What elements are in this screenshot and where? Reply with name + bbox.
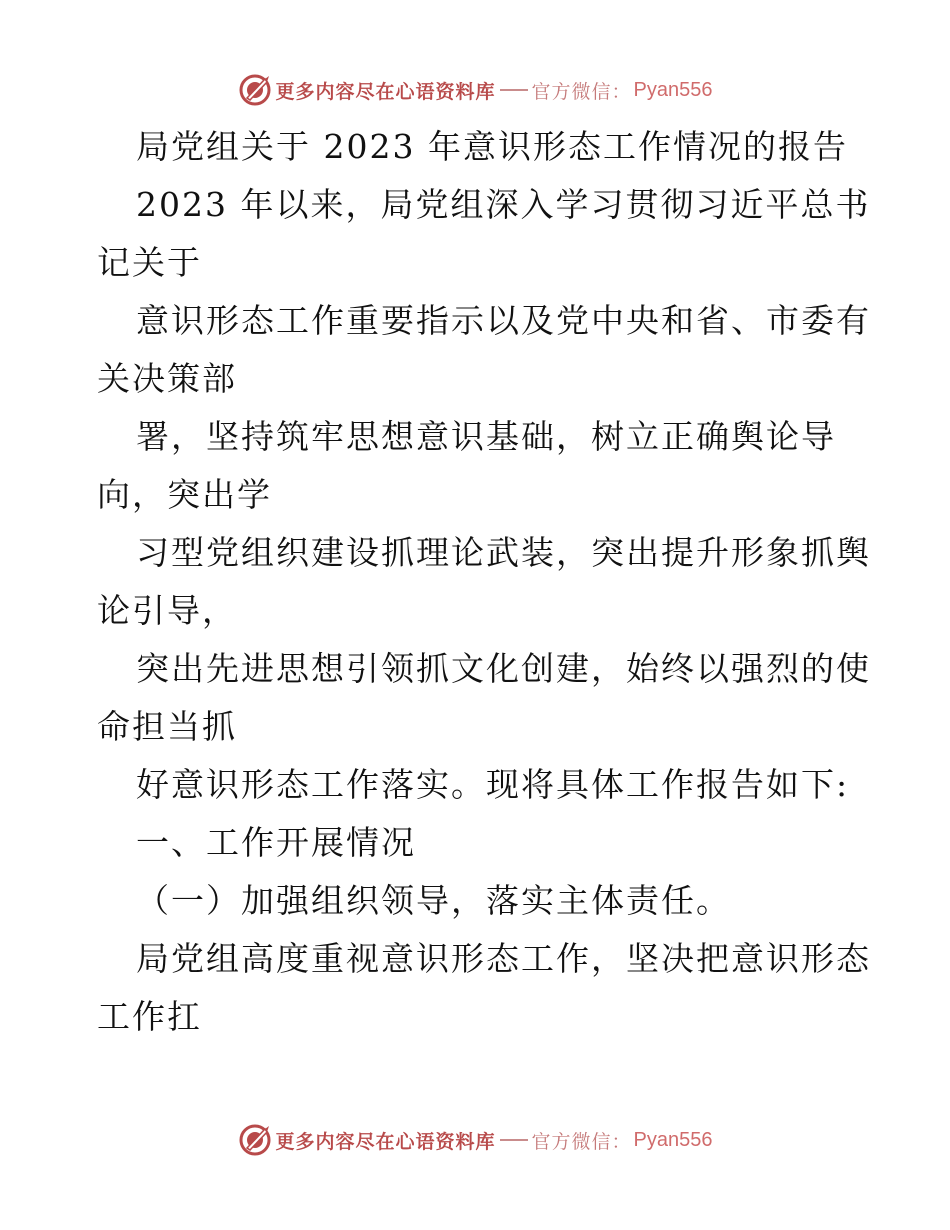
watermark-text: 更多内容尽在心语资料库: [275, 1130, 496, 1153]
paragraph-line: 工作扛: [97, 997, 202, 1036]
watermark-dash: [500, 89, 528, 91]
paragraph-line: 突出先进思想引领抓文化创建，始终以强烈的使: [136, 649, 871, 688]
watermark-banner-bottom: [0, 1120, 950, 1160]
paragraph-line: 署，坚持筑牢思想意识基础，树立正确舆论导: [136, 417, 836, 456]
paragraph-line: 2023 年以来，局党组深入学习贯彻习近平总书: [136, 185, 871, 224]
paragraph-line: 习型党组织建设抓理论武装，突出提升形象抓舆: [136, 533, 871, 572]
watermark-wechat-id: Pyan556: [633, 1128, 713, 1151]
pen-logo-icon: [238, 73, 272, 107]
watermark-official-label: 官方微信：: [531, 1130, 632, 1153]
watermark-dash: [500, 1139, 528, 1141]
paragraph-line: 局党组高度重视意识形态工作，坚决把意识形态: [136, 939, 871, 978]
paragraph-line: 论引导，: [97, 591, 237, 630]
watermark-wechat-id: Pyan556: [633, 78, 713, 101]
subsection-heading: （一）加强组织领导，落实主体责任。: [136, 881, 731, 920]
paragraph-line: 关决策部: [97, 359, 237, 398]
section-heading: 一、工作开展情况: [136, 823, 416, 862]
pen-logo-icon: [238, 1123, 272, 1157]
watermark-banner-top: [0, 70, 950, 110]
paragraph-line: 记关于: [97, 243, 202, 282]
paragraph-line: 意识形态工作重要指示以及党中央和省、市委有: [136, 301, 871, 340]
watermark-official-label: 官方微信：: [531, 80, 632, 103]
document-title: 局党组关于 2023 年意识形态工作情况的报告: [136, 127, 848, 166]
watermark-text: 更多内容尽在心语资料库: [275, 80, 496, 103]
paragraph-line: 好意识形态工作落实。现将具体工作报告如下:: [136, 765, 850, 804]
paragraph-line: 向，突出学: [97, 475, 272, 514]
paragraph-line: 命担当抓: [97, 707, 237, 746]
